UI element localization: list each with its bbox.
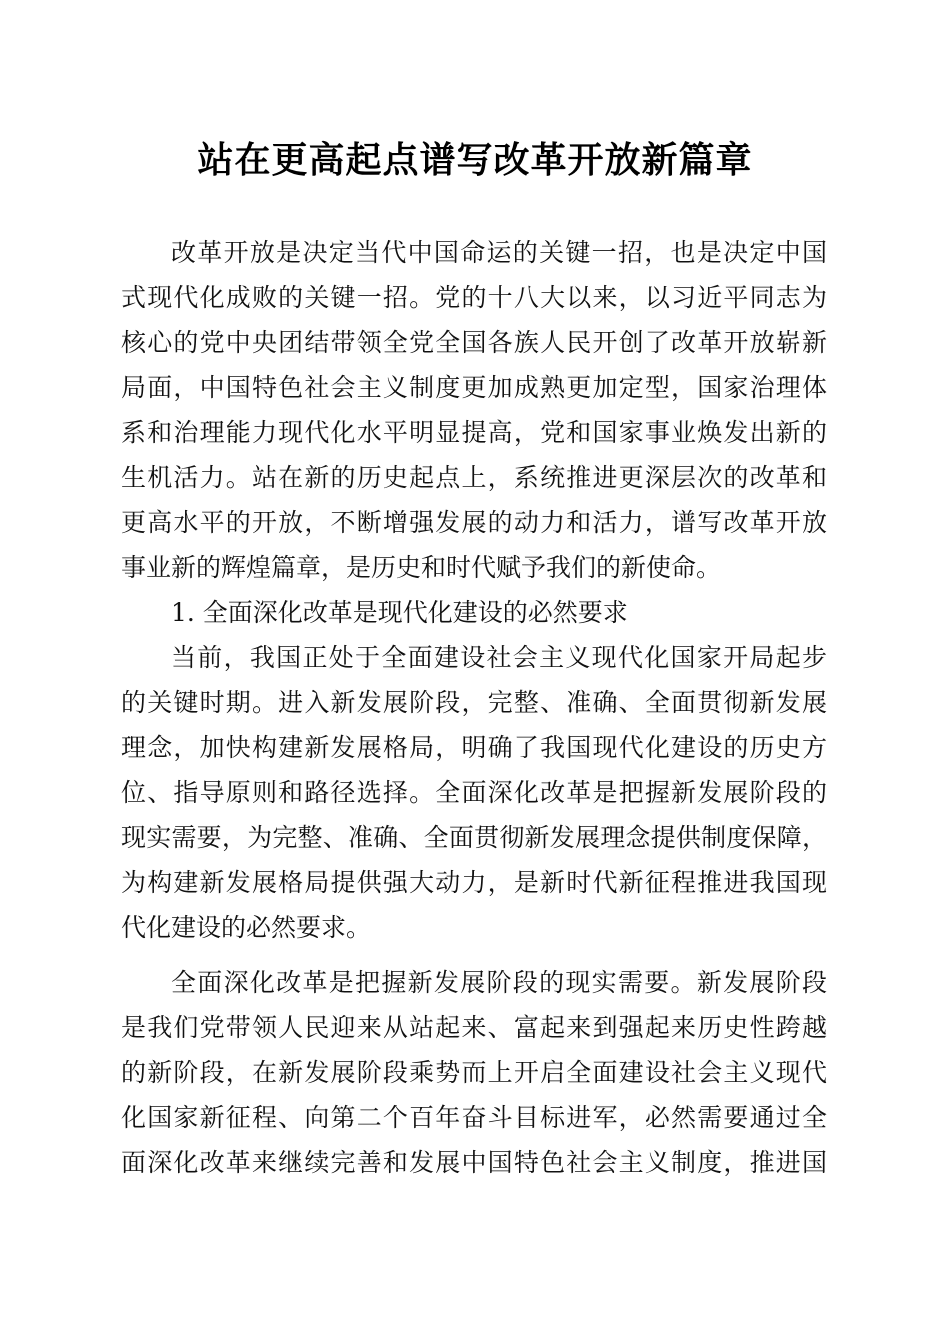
section-heading-1: 1. 全面深化改革是现代化建设的必然要求 xyxy=(171,598,628,627)
paragraph-1-line-8: 事业新的辉煌篇章，是历史和时代赋予我们的新使命。 xyxy=(121,553,722,582)
paragraph-1-line-4: 局面，中国特色社会主义制度更加成熟更加定型，国家治理体 xyxy=(121,373,827,402)
paragraph-2-line-1: 当前，我国正处于全面建设社会主义现代化国家开局起步 xyxy=(171,643,827,672)
paragraph-3-line-1: 全面深化改革是把握新发展阶段的现实需要。新发展阶段 xyxy=(171,968,827,997)
paragraph-3-line-2: 是我们党带领人民迎来从站起来、富起来到强起来历史性跨越 xyxy=(121,1013,827,1042)
paragraph-3-line-5: 面深化改革来继续完善和发展中国特色社会主义制度，推进国 xyxy=(121,1148,827,1177)
paragraph-1-line-3: 核心的党中央团结带领全党全国各族人民开创了改革开放崭新 xyxy=(121,328,827,357)
paragraph-2-line-2: 的关键时期。进入新发展阶段，完整、准确、全面贯彻新发展 xyxy=(121,688,827,717)
paragraph-3-line-4: 化国家新征程、向第二个百年奋斗目标进军，必然需要通过全 xyxy=(121,1103,827,1132)
document-title: 站在更高起点谱写改革开放新篇章 xyxy=(197,139,753,181)
paragraph-gap xyxy=(121,950,827,960)
paragraph-3-line-3: 的新阶段，在新发展阶段乘势而上开启全面建设社会主义现代 xyxy=(121,1058,827,1087)
paragraph-2-line-4: 位、指导原则和路径选择。全面深化改革是把握新发展阶段的 xyxy=(121,778,827,807)
paragraph-2-line-3: 理念，加快构建新发展格局，明确了我国现代化建设的历史方 xyxy=(121,733,827,762)
paragraph-2-line-7: 代化建设的必然要求。 xyxy=(121,913,372,942)
document-body xyxy=(121,230,827,1185)
paragraph-1-line-6: 生机活力。站在新的历史起点上，系统推进更深层次的改革和 xyxy=(121,463,827,492)
paragraph-1-line-1: 改革开放是决定当代中国命运的关键一招，也是决定中国 xyxy=(171,238,827,267)
paragraph-1-line-5: 系和治理能力现代化水平明显提高，党和国家事业焕发出新的 xyxy=(121,418,827,447)
paragraph-2-line-5: 现实需要，为完整、准确、全面贯彻新发展理念提供制度保障， xyxy=(121,823,827,852)
paragraph-2-line-6: 为构建新发展格局提供强大动力，是新时代新征程推进我国现 xyxy=(121,868,827,897)
paragraph-1-line-7: 更高水平的开放，不断增强发展的动力和活力，谱写改革开放 xyxy=(121,508,827,537)
paragraph-1-line-2: 式现代化成败的关键一招。党的十八大以来，以习近平同志为 xyxy=(121,283,827,312)
